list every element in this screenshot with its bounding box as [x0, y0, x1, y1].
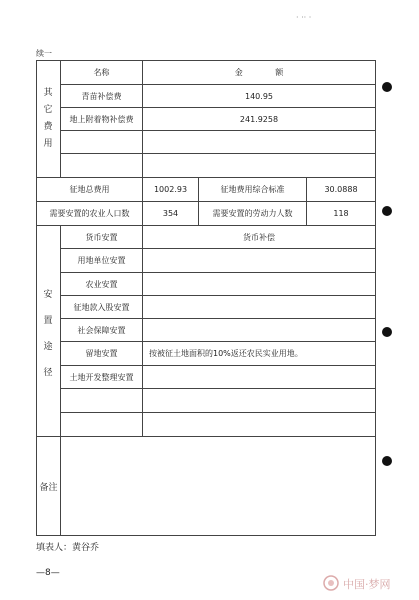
resettlement-detail — [143, 319, 375, 341]
binding-hole-icon — [382, 456, 392, 466]
watermark-text: 中国·梦网 — [343, 578, 391, 591]
resettlement-detail — [143, 273, 375, 295]
other-costs-group-label: 其 它 费 用 — [43, 88, 53, 150]
resettlement-method: 社会保障安置 — [77, 325, 126, 335]
cost-name-cell: 青苗补偿费 — [81, 91, 122, 101]
cost-name-cell: 地上附着物补偿费 — [69, 114, 134, 124]
binding-hole-icon — [382, 206, 392, 216]
resettlement-method: 土地开发整理安置 — [69, 372, 134, 382]
header-mark: · ·· · — [296, 13, 312, 22]
labor-count-value: 118 — [333, 209, 349, 218]
land-acquisition-table — [36, 60, 376, 536]
binding-hole-icon — [382, 327, 392, 337]
resettlement-detail: 按被征土地面积的10%返还农民实业用地。 — [149, 349, 303, 358]
continuation-label: 续一 — [36, 49, 52, 58]
column-header-name: 名称 — [93, 68, 110, 77]
resettlement-detail — [143, 296, 375, 318]
labor-count-label: 需要安置的劳动力人数 — [212, 209, 293, 218]
watermark-emblem-icon — [322, 574, 340, 592]
binding-hole-icon — [382, 82, 392, 92]
resettlement-method: 农业安置 — [85, 279, 118, 289]
resettlement-detail: 货币补偿 — [243, 232, 275, 242]
resettlement-method: 用地单位安置 — [77, 256, 126, 265]
resettlement-detail — [143, 249, 375, 272]
cost-standard-value: 30.0888 — [324, 185, 358, 194]
resettlement-detail — [143, 366, 375, 388]
form-filler: 填表人：黄谷乔 — [36, 543, 100, 553]
watermark-logo — [322, 574, 414, 592]
total-cost-value: 1002.93 — [153, 185, 188, 194]
resettlement-method: 征地款入股安置 — [73, 302, 130, 312]
total-cost-label: 征地总费用 — [69, 185, 110, 194]
cost-amount-cell: 140.95 — [245, 91, 273, 101]
resettlement-method: 留地安置 — [85, 349, 118, 358]
farm-population-label: 需要安置的农业人口数 — [49, 209, 130, 218]
cost-standard-label: 征地费用综合标准 — [220, 185, 285, 194]
cost-amount-cell: 241.9258 — [239, 114, 279, 124]
page-number: —8— — [36, 568, 60, 578]
resettlement-method: 货币安置 — [85, 232, 118, 242]
resettlement-group-label: 安 置 途 径 — [43, 290, 53, 379]
column-header-amount: 金 额 — [234, 68, 284, 77]
farm-population-value: 354 — [162, 209, 179, 218]
remarks-label: 备注 — [39, 482, 58, 493]
